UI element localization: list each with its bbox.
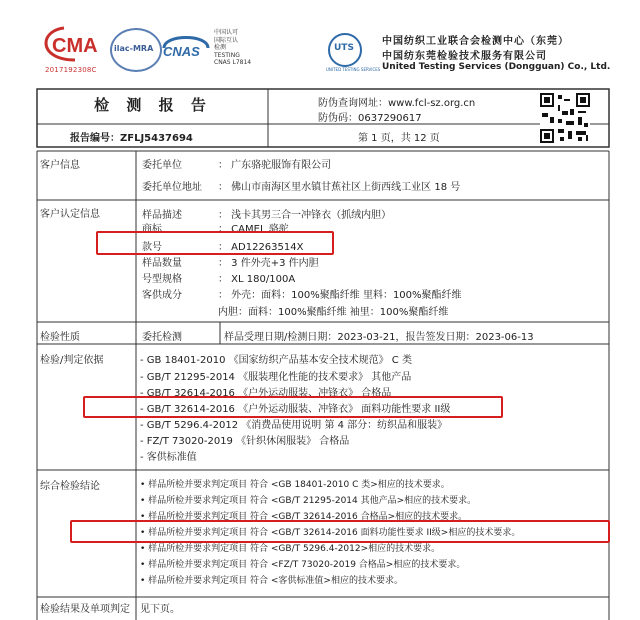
customer-label-address: 委托单位地址: [142, 182, 202, 193]
results-value: 见下页。: [140, 604, 180, 615]
section-results: 检验结果及单项判定: [40, 604, 130, 615]
customer-value-address: ： 佛山市南海区里水镇甘蕉社区上街西线工业区 18 号: [218, 182, 461, 193]
sample-label-composition: 客供成分: [142, 290, 182, 301]
sample-label-trademark: 商标: [142, 224, 162, 235]
org-name-en: United Testing Services (Dongguan) Co., Ltd.: [382, 62, 611, 72]
sample-value-size: ： XL 180/100A: [218, 274, 296, 285]
basis-item: - GB/T 21295-2014 《服装理化性能的技术要求》 其他产品: [140, 372, 412, 383]
customer-value-unit: ： 广东骆驼服饰有限公司: [218, 160, 332, 171]
basis-item: - GB/T 5296.4-2012 《消费品使用说明 第 4 部分：纺织品和服装》: [140, 420, 448, 431]
inspection-type-value: 委托检测: [142, 332, 182, 343]
sample-label-description: 样品描述: [142, 210, 182, 221]
conclusion-item: • 样品所检并要求判定项目 符合 <GB/T 5296.4-2012>相应的技术要求。: [140, 544, 441, 554]
basis-item: - GB/T 32614-2016 《户外运动服装、冲锋衣》 面料功能性要求 II级: [140, 404, 451, 415]
inspection-dates: 样品受理日期/检测日期：2023-03-21，报告签发日期：2023-06-13: [224, 332, 534, 343]
section-inspection-type: 检验性质: [40, 332, 80, 343]
ilac-label: ilac-MRA: [114, 44, 154, 53]
conclusion-item: • 样品所检并要求判定项目 符合 <GB/T 21295-2014 其他产品>相应的技术要求。: [140, 496, 477, 506]
cma-number: 2017192308C: [45, 66, 97, 74]
anti-fake-site: 防伪查询网址：www.fcl-sz.org.cn: [318, 98, 476, 109]
qr-code-icon: [540, 93, 590, 143]
uts-subtitle: UNITED TESTING SERVICES: [326, 67, 381, 72]
highlight-style-number: [96, 231, 334, 255]
sample-value-composition-liner: 内胆：面料：100%聚酯纤维 袖里：100%聚酯纤维: [218, 307, 449, 318]
report-title: 检 测 报 告: [94, 96, 212, 114]
svg-text:CMA: CMA: [52, 35, 98, 57]
highlight-basis-function: [83, 396, 503, 418]
anti-fake-code: 防伪码：0637290617: [318, 113, 422, 124]
conclusion-item: • 样品所检并要求判定项目 符合 <GB 18401-2010 C 类>相应的技术要求。: [140, 480, 450, 490]
basis-item: - GB/T 32614-2016 《户外运动服装、冲锋衣》 合格品: [140, 388, 392, 399]
cnas-logo: [160, 28, 212, 68]
ilac-mra-logo: [110, 28, 162, 72]
sample-value-quantity: ： 3 件外壳+3 件内胆: [218, 258, 319, 269]
conclusion-item: • 样品所检并要求判定项目 符合 <客供标准值>相应的技术要求。: [140, 576, 403, 586]
uts-label: UTS: [334, 43, 354, 53]
org-name-cn-1: 中国纺织工业联合会检测中心（东莞）: [382, 36, 569, 47]
sample-value-composition-shell: ： 外壳：面料：100%聚酯纤维 里料：100%聚酯纤维: [218, 290, 462, 301]
cma-logo: [42, 26, 108, 64]
conclusion-item: • 样品所检并要求判定项目 符合 <GB/T 32614-2016 合格品>相应的技术要求。: [140, 512, 468, 522]
section-conclusion: 综合检验结论: [40, 481, 100, 492]
cnas-accreditation-text: 中国认可 国际互认 检测 TESTING CNAS L7814: [214, 29, 252, 66]
sample-value-trademark: ： CAMEL 骆驼: [218, 224, 289, 235]
conclusion-item: • 样品所检并要求判定项目 符合 <FZ/T 73020-2019 合格品>相应的技术要求。: [140, 560, 466, 570]
conclusion-item: • 样品所检并要求判定项目 符合 <GB/T 32614-2016 面料功能性要求 II级>相应的技术要求。: [140, 528, 521, 538]
org-name-cn-2: 中国纺东莞检验技术服务有限公司: [382, 51, 547, 62]
section-customer-info: 客户信息: [40, 160, 80, 171]
sample-label-quantity: 样品数量: [142, 258, 182, 269]
report-number: 报告编号：ZFLJ5437694: [70, 133, 193, 144]
customer-label-unit: 委托单位: [142, 160, 182, 171]
basis-item: - GB 18401-2010 《国家纺织产品基本安全技术规范》 C 类: [140, 355, 412, 366]
sample-value-description: ： 浅卡其男三合一冲锋衣（抓绒内胆）: [218, 210, 392, 221]
sample-label-size: 号型规格: [142, 274, 182, 285]
basis-item: - FZ/T 73020-2019 《针织休闲服装》 合格品: [140, 436, 350, 447]
page-info: 第 1 页，共 12 页: [358, 133, 440, 144]
sample-value-style-no: ： AD12263514X: [218, 242, 304, 253]
basis-item: - 客供标准值: [140, 452, 197, 463]
sample-label-style-no: 款号: [142, 242, 162, 253]
section-sample-info: 客户认定信息: [40, 209, 100, 220]
highlight-conclusion-function: [70, 520, 610, 543]
svg-text:CNAS: CNAS: [163, 44, 200, 59]
section-basis: 检验/判定依据: [40, 355, 104, 366]
